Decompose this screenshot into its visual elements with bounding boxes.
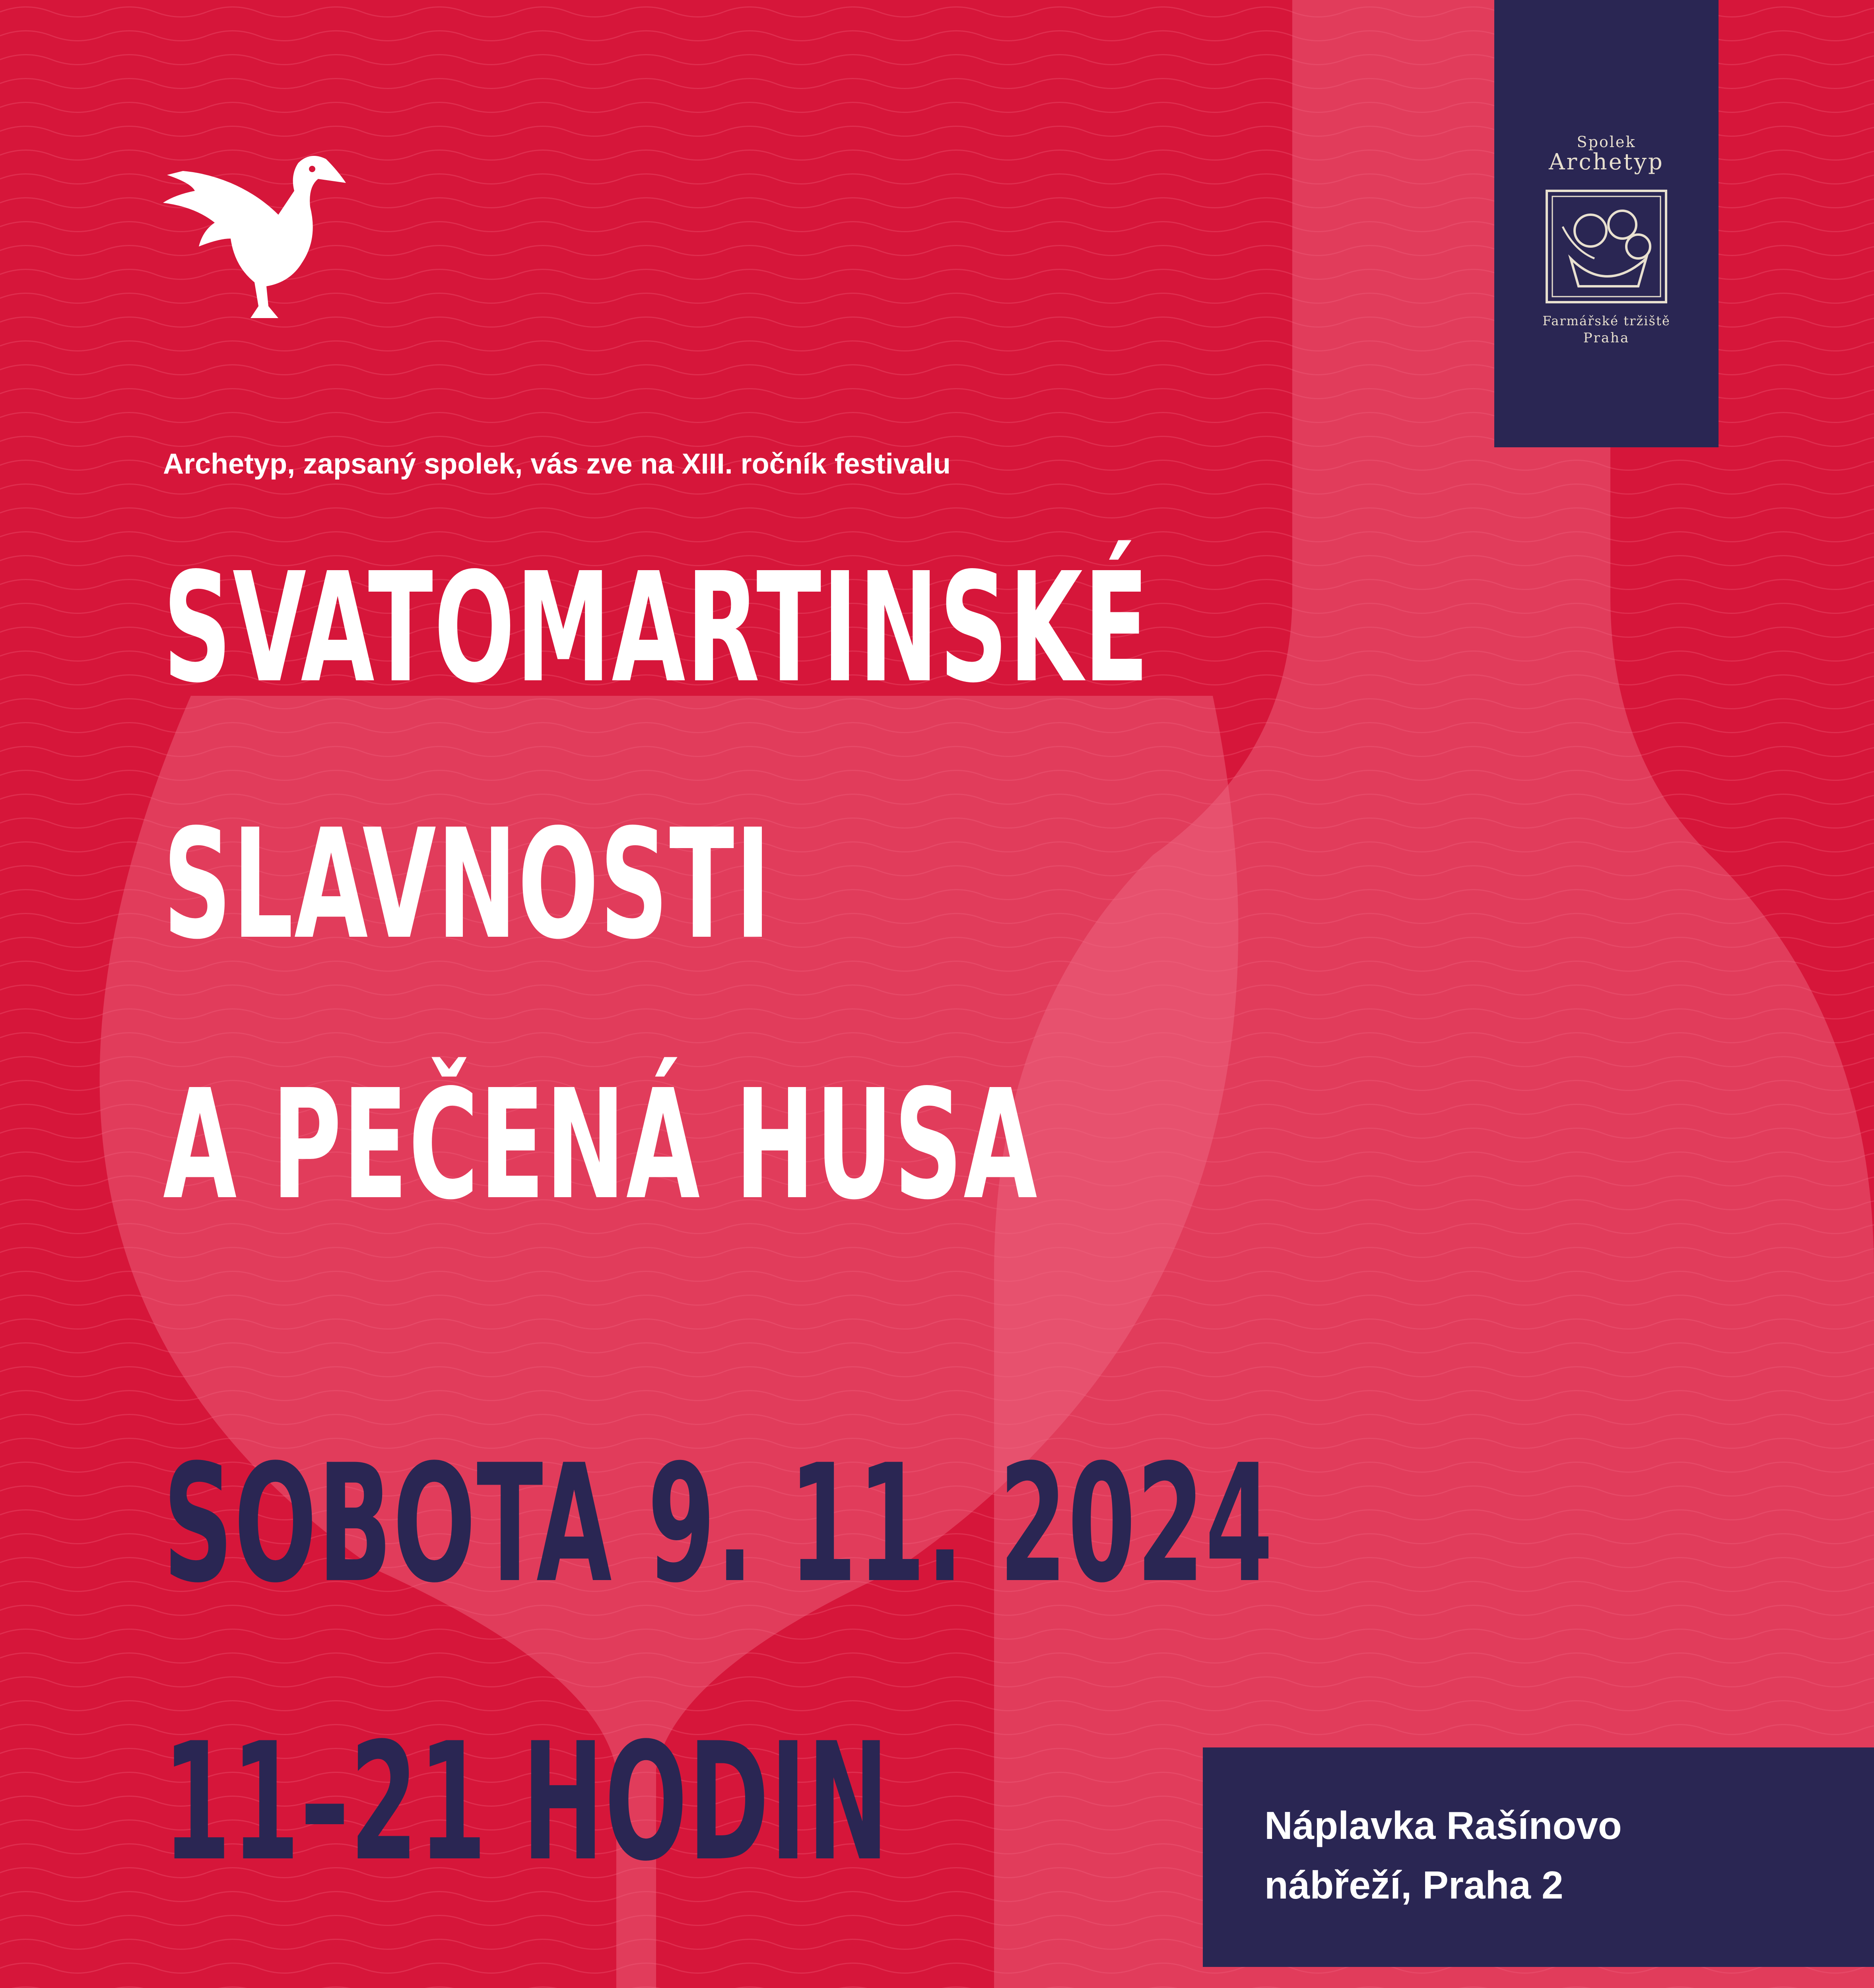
invitation-text: Archetyp, zapsaný spolek, vás zve na XIII. ročník festivalu xyxy=(163,448,951,480)
venue-line-1: Náplavka Rašínovo xyxy=(1264,1804,1622,1847)
title-line-2: SLAVNOSTI xyxy=(163,796,772,973)
archetyp-emblem-icon xyxy=(1539,187,1674,306)
badge-line2: Archetyp xyxy=(1549,149,1664,175)
title-line-1: SVATOMARTINSKÉ xyxy=(163,540,1150,716)
venue-box xyxy=(1203,1747,1874,1967)
goose-logo-icon xyxy=(159,135,366,342)
badge-line1: Spolek xyxy=(1577,133,1636,151)
archetyp-badge xyxy=(1494,0,1719,447)
badge-line4: Praha xyxy=(1583,330,1630,346)
badge-line3: Farmářské tržiště xyxy=(1542,313,1670,328)
venue-box-notch xyxy=(1203,1747,1227,1967)
event-date: SOBOTA 9. 11. 2024 xyxy=(163,1430,1274,1619)
venue-line-2: nábřeží, Praha 2 xyxy=(1264,1863,1563,1907)
title-line-3: A PEČENÁ HUSA xyxy=(163,1057,1039,1233)
event-time: 11–21 HODIN xyxy=(163,1708,890,1897)
